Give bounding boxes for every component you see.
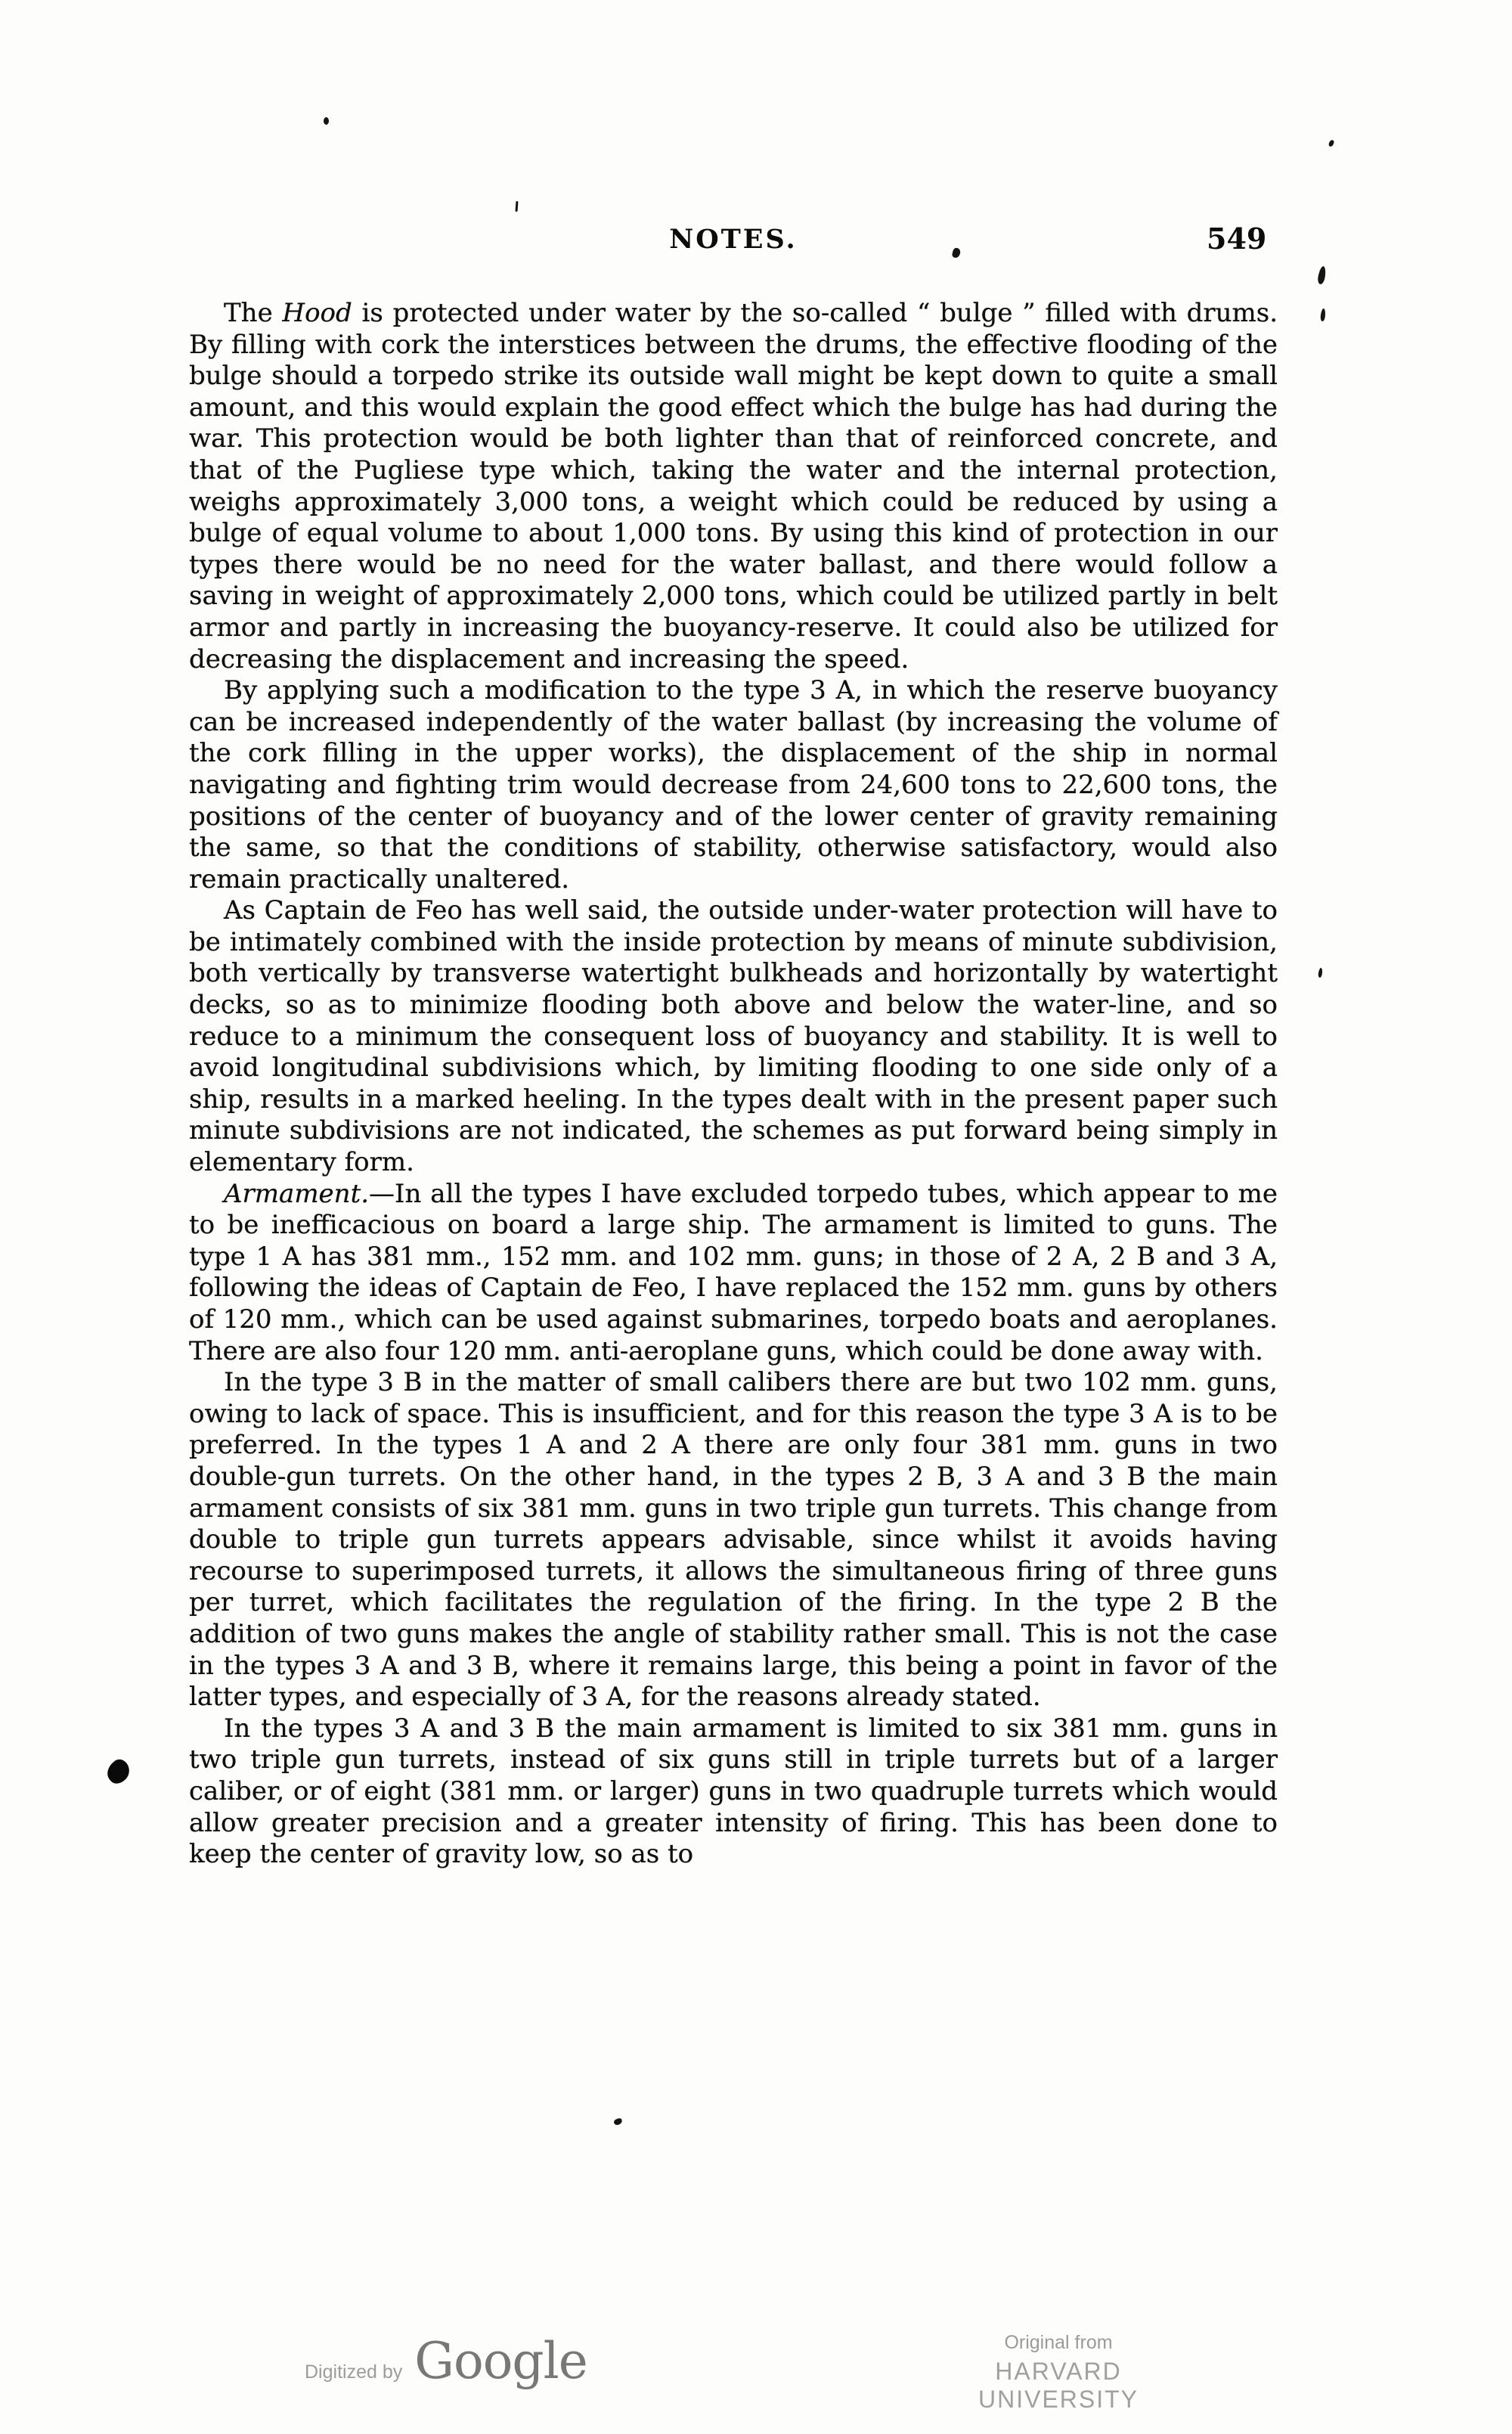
page-body xyxy=(189,298,1278,1871)
paragraph-text: The xyxy=(224,298,283,328)
digitized-by-google xyxy=(305,2332,587,2390)
paragraph-hood-bulge xyxy=(189,298,1278,675)
digitized-by-label: Digitized by xyxy=(305,2361,403,2383)
page-title: NOTES. xyxy=(669,224,798,255)
ink-speck xyxy=(1320,309,1326,322)
paragraph-subdivision: As Captain de Feo has well said, the outside under-water protection will have to be intimately combined with the inside protection by means of minute subdivision, both vertically by transverse watertight bulkheads and horizontally by watertight decks, so as to minimize flooding both above and below the water-line, and so reduce to a minimum the consequent loss of buoyancy and stability. It is well to avoid longitudinal subdivisions which, by limiting flooding to one side only of a ship, results in a marked heeling. In the types dealt with in the present paper such minute subdivisions are not indicated, the schemes as put forward being simply in elementary form. xyxy=(189,895,1278,1178)
ink-speck xyxy=(1317,265,1327,284)
paragraph-modification-type-3a: By applying such a modification to the type 3 A, in which the reserve buoyancy can be increased independently of the water ballast (by increasing the volume of the cork filling in the upper works), the displacement of the ship in normal navigating and fighting trim would decrease from 24,600 tons to 22,600 tons, the positions of the center of buoyancy and of the lower center of gravity remaining the same, so that the conditions of stability, otherwise satisfactory, would also remain practically unaltered. xyxy=(189,675,1278,895)
ink-speck xyxy=(516,201,519,212)
ink-speck xyxy=(1318,968,1323,978)
provenance-note xyxy=(924,2331,1193,2414)
armament-lead-italic: Armament. xyxy=(224,1178,370,1209)
ink-speck xyxy=(1328,139,1335,147)
ink-speck xyxy=(952,247,962,259)
paragraph-armament xyxy=(189,1179,1278,1368)
ink-blob xyxy=(103,1756,135,1787)
paragraph-text: —In all the types I have excluded torpedo tubes, which appear to me to be inefficacious on board a large ship. The armament is limited to guns. The type 1 A has 381 mm., 152 mm. and 102 mm. guns; in those of 2 A, 2 B and 3 A, following the ideas of Captain de Feo, I have replaced the 152 mm. guns by others of 120 mm., which can be used against submarines, torpedo boats and aeroplanes. There are also four 120 mm. anti-aeroplane guns, which could be done away with. xyxy=(189,1178,1278,1366)
paragraph-small-calibers: In the type 3 B in the matter of small calibers there are but two 102 mm. guns, owing to lack of space. This is insufficient, and for this reason the type 3 A is to be preferred. In the types 1 A and 2 A there are only four 381 mm. guns in two double-gun turrets. On the other hand, in the types 2 B, 3 A and 3 B the main armament consists of six 381 mm. guns in two triple gun turrets. This change from double to triple gun turrets appears advisable, since whilst it avoids having recourse to superimposed turrets, it allows the simultaneous firing of three guns per turret, which facilitates the regulation of the firing. In the type 2 B the addition of two guns makes the angle of stability rather small. This is not the case in the types 3 A and 3 B, where it remains large, this being a point in favor of the latter types, and especially of 3 A, for the reasons already stated. xyxy=(189,1367,1278,1713)
ink-speck xyxy=(613,2117,623,2125)
google-logo: Google xyxy=(414,2332,587,2390)
original-from-label: Original from xyxy=(1004,2332,1113,2353)
paragraph-main-armament: In the types 3 A and 3 B the main armament is limited to six 381 mm. guns in two triple gun turrets, instead of six guns still in triple turrets but of a larger caliber, or of eight (381 mm. or larger) guns in two quadruple turrets which would allow greater precision and a greater intensity of firing. This has been done to keep the center of gravity low, so as to xyxy=(189,1713,1278,1870)
paragraph-text: is protected under water by the so-called “ bulge ” filled with drums. By filling with cork the interstices between the drums, the effective flooding of the bulge should a torpedo strike its outside wall might be kept down to quite a small amount, and this would explain the good effect which the bulge has had during the war. This protection would be both lighter than that of reinforced concrete, and that of the Pugliese type which, taking the water and the internal protection, weighs approximately 3,000 tons, a weight which could be reduced by using a bulge of equal volume to about 1,000 tons. By using this kind of protection in our types there would be no need for the water ballast, and there would follow a saving in weight of approximately 2,000 tons, which could be utilized partly in belt armor and partly in increasing the buoyancy-reserve. It could also be utilized for decreasing the displacement and increasing the speed. xyxy=(189,298,1278,674)
institution-label: HARVARD UNIVERSITY xyxy=(978,2358,1139,2413)
page-number: 549 xyxy=(1207,222,1267,256)
ink-speck xyxy=(324,117,329,125)
ship-name-italic: Hood xyxy=(282,298,352,328)
